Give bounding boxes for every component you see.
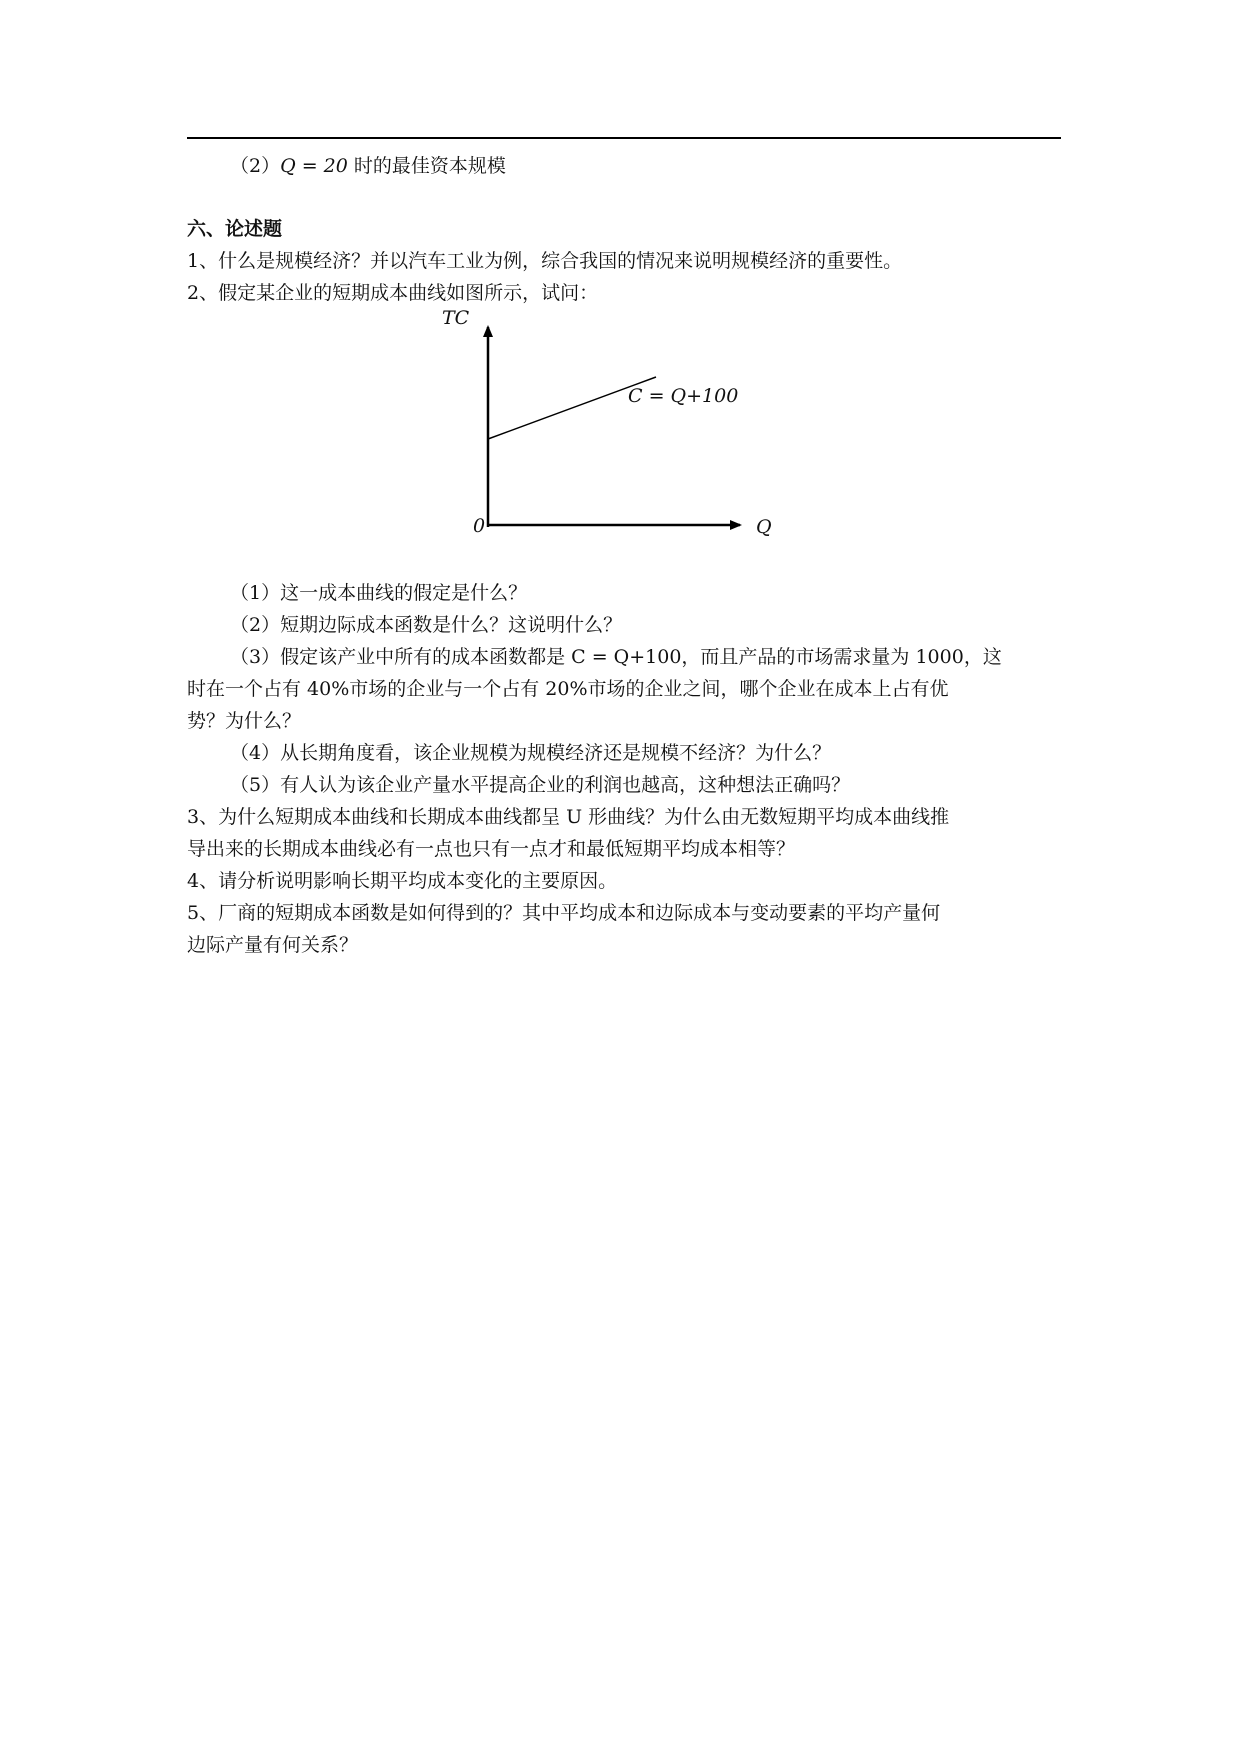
origin-label: 0: [473, 515, 486, 537]
header-rule: [187, 137, 1061, 139]
question-1: 1、什么是规模经济？并以汽车工业为例，综合我国的情况来说明规模经济的重要性。: [187, 250, 903, 272]
question-2: 2、假定某企业的短期成本曲线如图所示，试问：: [187, 282, 599, 304]
question-4: 4、请分析说明影响长期平均成本变化的主要原因。: [187, 870, 618, 892]
question-2-sub-3-line-1: （3）假定该产业中所有的成本函数都是 C = Q+100，而且产品的市场需求量为 1000，这: [230, 646, 1002, 668]
question-2-sub-1: （1）这一成本曲线的假定是什么？: [230, 582, 528, 604]
y-axis-label: TC: [442, 307, 470, 329]
cost-curve-figure: [430, 307, 810, 540]
question-5-line-1: 5、厂商的短期成本函数是如何得到的？其中平均成本和边际成本与变动要素的平均产量何: [187, 902, 941, 924]
question-2-sub-3-line-3: 势？为什么？: [187, 710, 302, 732]
section-heading: 六、论述题: [187, 218, 283, 240]
question-2-sub-2: （2）短期边际成本函数是什么？这说明什么？: [230, 614, 623, 636]
question-2-sub-4: （4）从长期角度看，该企业规模为规模经济还是规模不经济？为什么？: [230, 742, 832, 764]
x-axis-label: Q: [756, 516, 772, 538]
subquestion-number: （2）: [230, 155, 281, 177]
question-5-line-2: 边际产量有何关系？: [187, 934, 359, 956]
curve-label: C = Q+100: [628, 385, 739, 407]
formula-text: Q = 20: [280, 155, 348, 177]
question-2-sub-3-line-2: 时在一个占有 40%市场的企业与一个占有 20%市场的企业之间，哪个企业在成本上占有优: [187, 678, 949, 700]
question-2-sub-5: （5）有人认为该企业产量水平提高企业的利润也越高，这种想法正确吗？: [230, 774, 851, 796]
question-3-line-2: 导出来的长期成本曲线必有一点也只有一点才和最低短期平均成本相等？: [187, 838, 796, 860]
cost-curve-diagram: [430, 315, 810, 540]
previous-subquestion-line: [230, 150, 1110, 182]
question-3-line-1: 3、为什么短期成本曲线和长期成本曲线都呈 U 形曲线？为什么由无数短期平均成本曲线推: [187, 806, 950, 828]
subquestion-text: 时的最佳资本规模: [347, 155, 506, 177]
